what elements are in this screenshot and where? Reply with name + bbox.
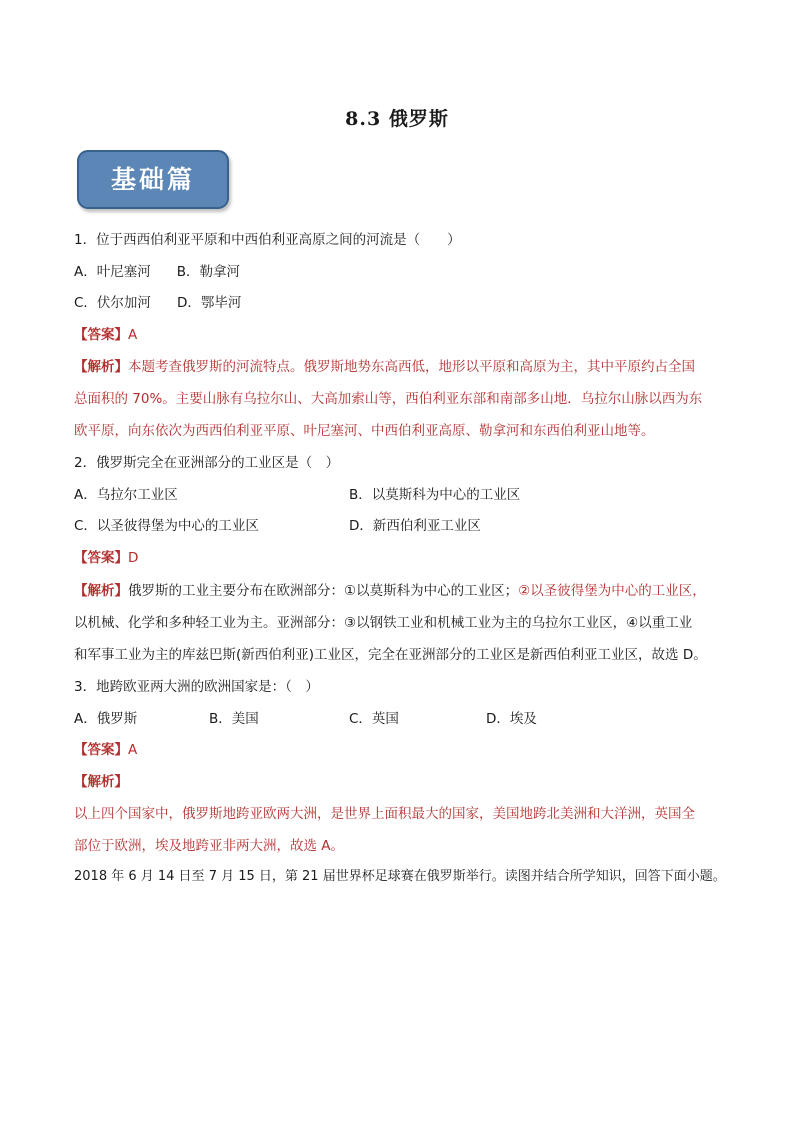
q1-analysis-label: 【解析】 (74, 359, 128, 375)
q2-stem: 2．俄罗斯完全在亚洲部分的工业区是（ ） (74, 455, 340, 471)
q3-analysis-line1: 以上四个国家中，俄罗斯地跨亚欧两大洲，是世界上面积最大的国家，美国地跨北美洲和大洋洲，英国全 (74, 806, 695, 822)
q3-stem: 3．地跨欧亚两大洲的欧洲国家是：（ ） (74, 679, 319, 695)
q2-answer (74, 546, 138, 566)
q2-analysis-text1a: 俄罗斯的工业主要分布在欧洲部分：①以莫斯科为中心的工业区； (128, 583, 519, 599)
q1-analysis-line3: 欧平原，向东依次为西西伯利亚平原、叶尼塞河、中西伯利亚高原、勒拿河和东西伯利亚山地等。 (74, 423, 655, 439)
q2-analysis-line3: 和军事工业为主的库兹巴斯(新西伯利亚)工业区，完全在亚洲部分的工业区是新西伯利亚工业区，故选 D。 (74, 647, 707, 663)
section-badge (77, 150, 229, 209)
next-section-intro: 2018 年 6 月 14 日至 7 月 15 日，第 21 届世界杯足球赛在俄罗斯举行。读图并结合所学知识，回答下面小题。 (74, 869, 726, 884)
page-title: 8.3 俄罗斯 (345, 108, 449, 130)
q1-option-a: A．叶尼塞河 (74, 264, 151, 280)
q2-analysis-text1b: ②以圣彼得堡为中心的工业区， (518, 583, 706, 599)
q2-analysis-label: 【解析】 (74, 583, 128, 599)
q1-answer-label: 【答案】 (74, 327, 128, 343)
q1-option-b: B．勒拿河 (176, 264, 241, 280)
q1-analysis-line1 (74, 355, 695, 375)
q3-analysis-heading (74, 770, 128, 790)
q3-options (74, 707, 734, 727)
q2-options-row2 (74, 514, 734, 534)
q3-option-c: C．英国 (349, 711, 399, 727)
q2-analysis-line1 (74, 579, 706, 599)
section-badge-label: 基础篇 (110, 165, 195, 194)
q3-answer-value: A (128, 742, 138, 758)
q1-analysis-text1: 本题考查俄罗斯的河流特点。俄罗斯地势东高西低，地形以平原和高原为主，其中平原约占全国 (128, 359, 695, 375)
q1-answer-value: A (128, 327, 138, 343)
q2-answer-value: D (128, 550, 139, 566)
q2-option-b: B．以莫斯科为中心的工业区 (349, 487, 521, 503)
q1-options-row1 (74, 260, 240, 280)
q3-analysis-label: 【解析】 (74, 774, 128, 790)
q1-analysis-line2: 总面积的 70%。主要山脉有乌拉尔山、大高加索山等，西伯利亚东部和南部多山地．乌拉尔山脉以西为东 (74, 391, 703, 407)
q1-stem: 1．位于西西伯利亚平原和中西伯利亚高原之间的河流是（ ） (74, 232, 461, 248)
q2-answer-label: 【答案】 (74, 550, 128, 566)
q3-analysis-line2: 部位于欧洲，埃及地跨亚非两大洲，故选 A。 (74, 838, 345, 854)
q3-answer (74, 738, 137, 758)
q1-answer (74, 323, 137, 343)
q2-analysis-line2: 以机械、化学和多种轻工业为主。亚洲部分：③以钢铁工业和机械工业为主的乌拉尔工业区，④以重工业 (74, 615, 693, 631)
q3-option-a: A．俄罗斯 (74, 711, 138, 727)
q1-option-d: D．鄂毕河 (176, 295, 242, 311)
q2-option-d: D．新西伯利亚工业区 (349, 518, 481, 534)
q3-option-b: B．美国 (209, 711, 259, 727)
q1-options-row2 (74, 291, 241, 311)
q1-option-c: C．伏尔加河 (74, 295, 151, 311)
q3-option-d: D．埃及 (486, 711, 537, 727)
q2-option-c: C．以圣彼得堡为中心的工业区 (74, 518, 259, 534)
q3-answer-label: 【答案】 (74, 742, 128, 758)
q2-options-row1 (74, 483, 734, 503)
q2-option-a: A．乌拉尔工业区 (74, 487, 178, 503)
